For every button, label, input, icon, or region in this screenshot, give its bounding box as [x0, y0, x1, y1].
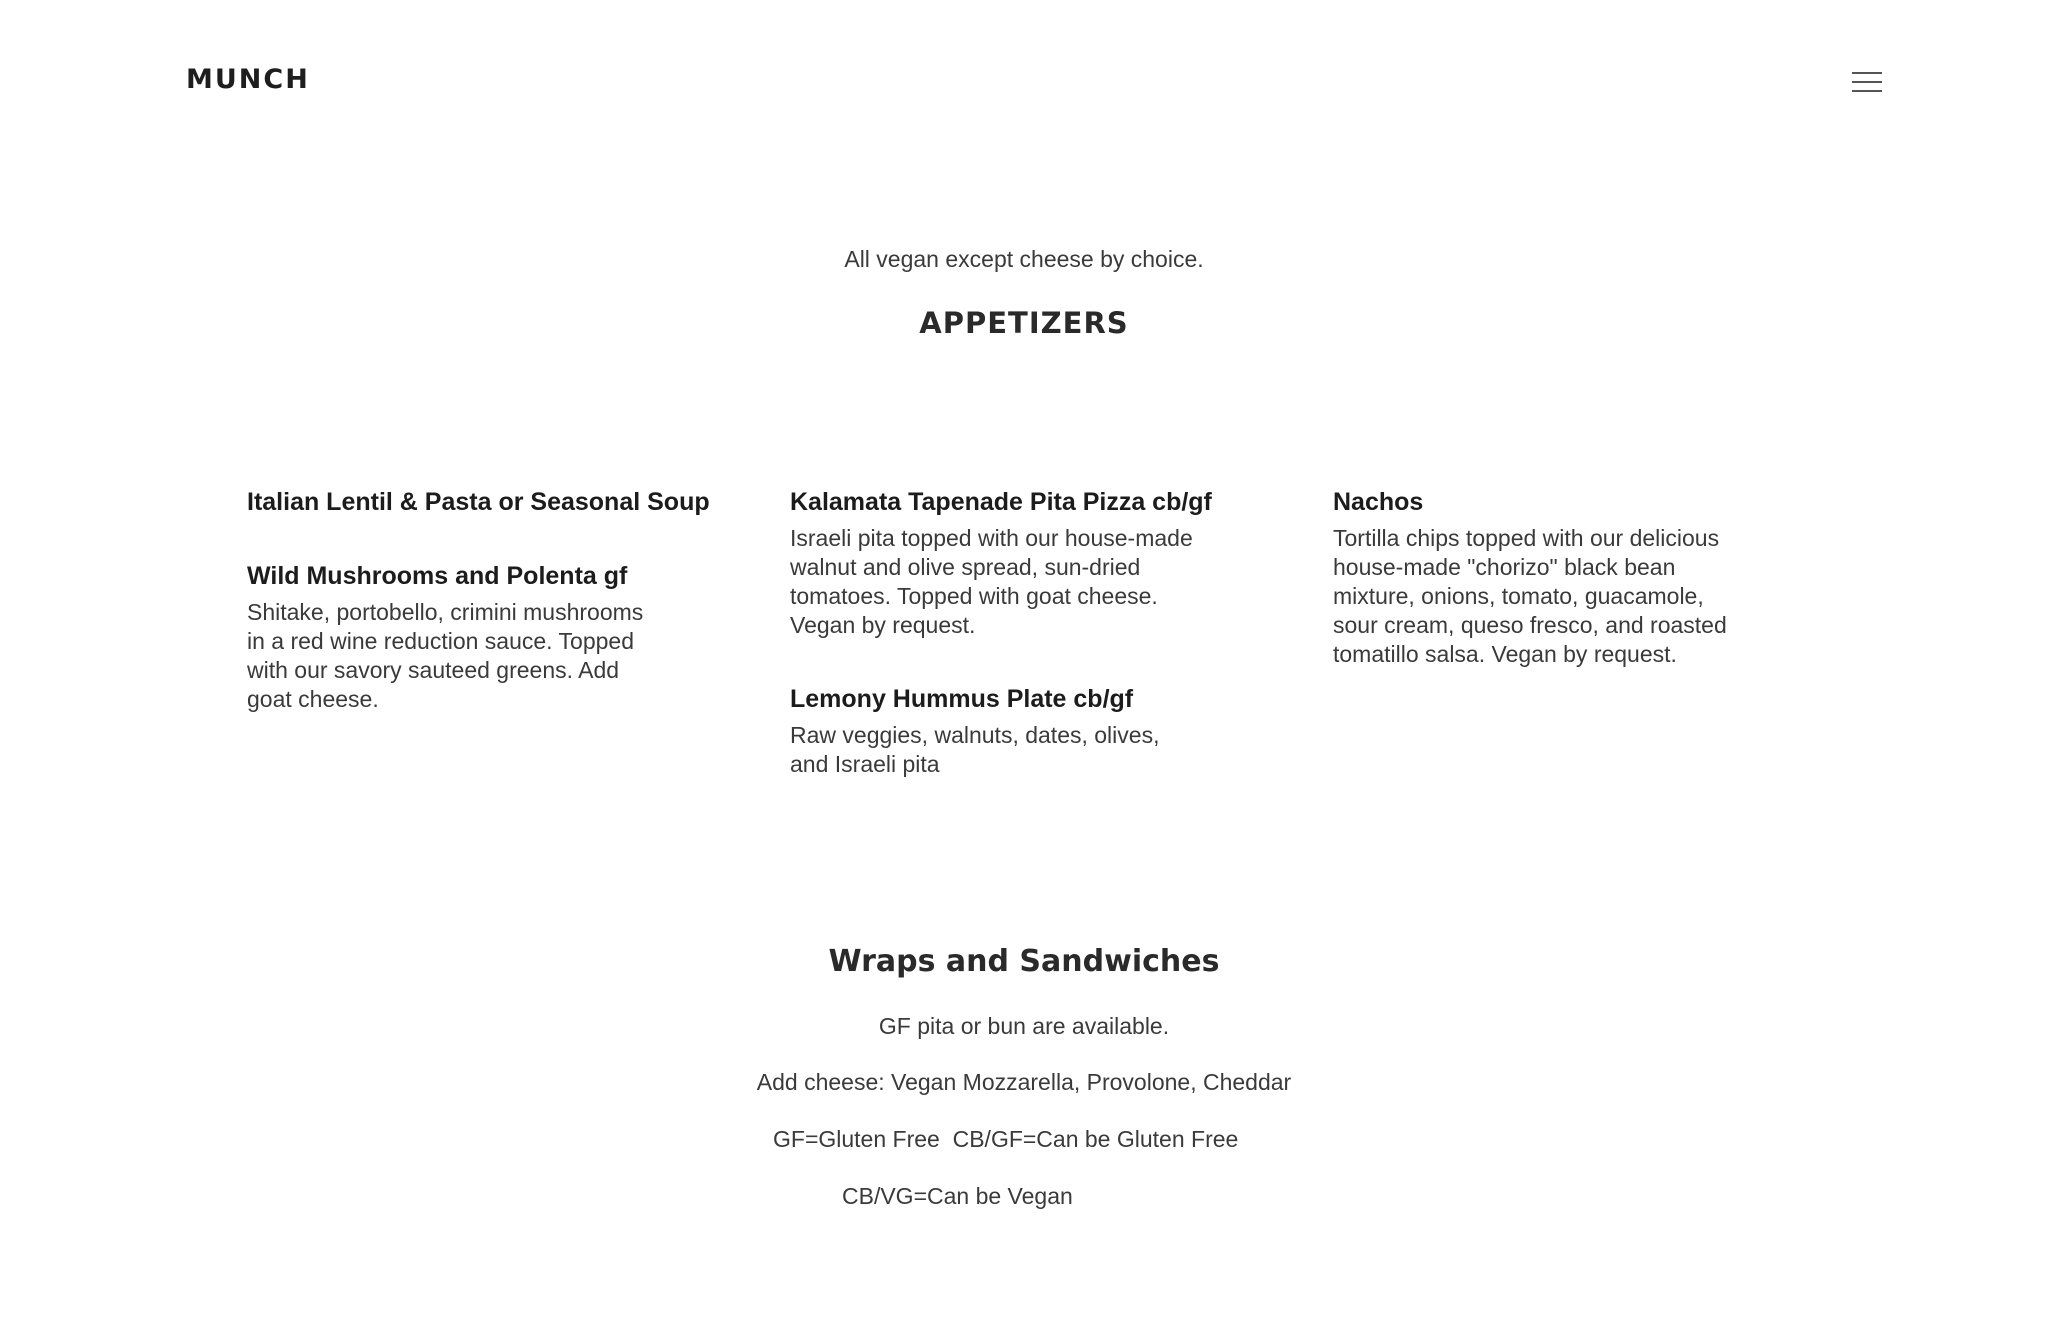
menu-item	[1333, 487, 1803, 669]
menu-column-3	[1333, 487, 1803, 713]
appetizers-title: APPETIZERS	[919, 306, 1129, 340]
intro-text: All vegan except cheese by choice.	[844, 246, 1204, 272]
wraps-title: Wraps and Sandwiches	[828, 944, 1220, 979]
menu-item	[790, 487, 1260, 640]
menu-column-1	[247, 487, 717, 758]
menu-item	[790, 684, 1260, 779]
menu-item-description: Shitake, portobello, crimini mushrooms in a red wine reduction sauce. Topped with our savory sauteed greens. Add goat cheese.	[247, 599, 644, 712]
menu-item-description: Israeli pita topped with our house-made walnut and olive spread, sun-dried tomatoes. Topped with goat cheese. Vegan by request.	[790, 525, 1193, 638]
menu-item-name: Italian Lentil & Pasta or Seasonal Soup	[247, 488, 710, 516]
menu-column-2	[790, 487, 1260, 823]
wraps-note: CB/VG=Can be Vegan	[842, 1183, 1073, 1209]
menu-item-name: Kalamata Tapenade Pita Pizza cb/gf	[790, 488, 1212, 516]
wraps-note: GF=Gluten Free CB/GF=Can be Gluten Free	[773, 1126, 1239, 1152]
menu-line	[1852, 81, 1882, 83]
hamburger-menu-icon[interactable]	[1852, 70, 1886, 96]
menu-item	[247, 487, 717, 517]
menu-item-name: Lemony Hummus Plate cb/gf	[790, 685, 1134, 713]
menu-item-description: Raw veggies, walnuts, dates, olives, and Israeli pita	[790, 722, 1160, 777]
menu-line	[1852, 90, 1882, 92]
menu-item-name: Nachos	[1333, 488, 1424, 516]
menu-item	[247, 561, 717, 714]
wraps-note: GF pita or bun are available.	[878, 1013, 1170, 1039]
logo[interactable]: MUNCH	[186, 64, 310, 95]
menu-item-description: Tortilla chips topped with our delicious house-made "chorizo" black bean mixture, onions, tomato, guacamole, sour cream, queso fresco, and roasted tomatillo salsa. Vegan by request.	[1333, 525, 1727, 667]
menu-line	[1852, 72, 1882, 74]
menu-item-name: Wild Mushrooms and Polenta gf	[247, 562, 628, 590]
wraps-note: Add cheese: Vegan Mozzarella, Provolone, Cheddar	[756, 1069, 1292, 1095]
